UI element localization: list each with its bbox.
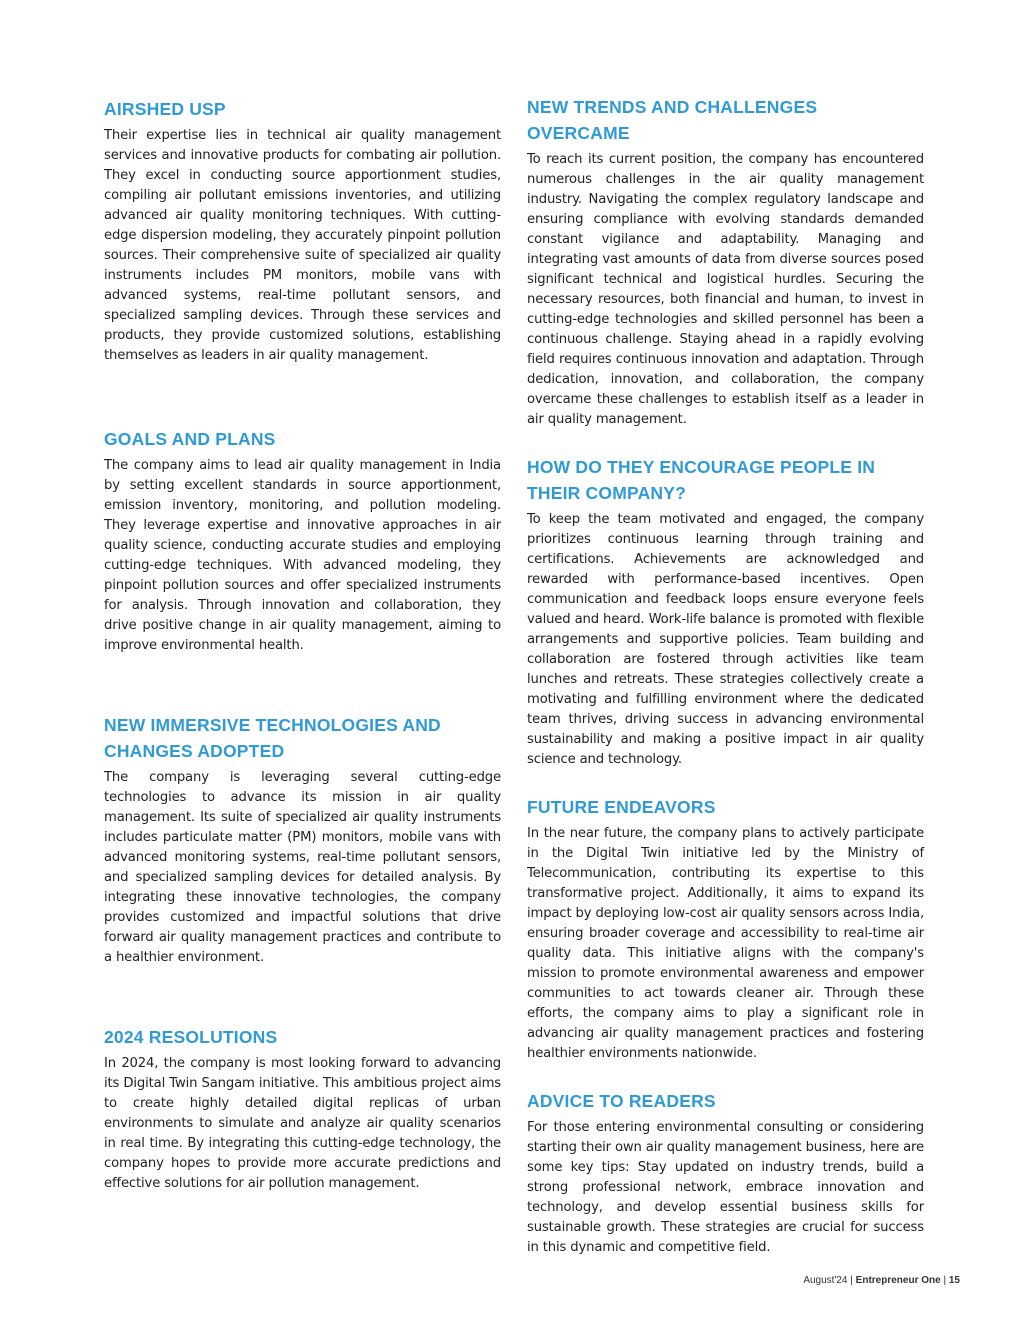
section-heading: FUTURE ENDEAVORS: [527, 797, 716, 817]
page-number: 15: [948, 1275, 960, 1286]
magazine-name: Entrepreneur One: [855, 1275, 941, 1286]
section-new-trends: [527, 94, 924, 430]
section-goals-and-plans: [104, 426, 501, 656]
section-heading: HOW DO THEY ENCOURAGE PEOPLE IN THEIR COMPANY?: [527, 457, 876, 503]
section-immersive-technologies: [104, 712, 501, 968]
section-heading: NEW IMMERSIVE TECHNOLOGIES AND CHANGES ADOPTED: [104, 715, 441, 761]
section-body: Their expertise lies in technical air quality management services and innovative products for combating air pollution. They excel in conducting source apportionment studies, compiling air pollutant emissions inventories, and utilizing advanced air quality monitoring techniques. With cutting-edge dispersion modeling, they accurately pinpoint pollution sources. Their comprehensive suite of specialized air quality instruments includes PM monitors, mobile vans with advanced systems, real-time pollutant sensors, and specialized sampling devices. Through these services and products, they provide customized solutions, establishing themselves as leaders in air quality management.: [104, 128, 501, 363]
page-footer: [803, 1275, 960, 1286]
section-body: In the near future, the company plans to actively participate in the Digital Twin initiative led by the Ministry of Telecommunication, contributing its expertise to this transformative project. Additionally, it aims to expand its impact by deploying low-cost air quality sensors across India, ensuring broader coverage and accessibility to real-time air quality data. This initiative aligns with the company's mission to promote environmental awareness and empower communities to act towards cleaner air. Through these efforts, the company aims to play a significant role in advancing air quality management practices and fostering healthier environments nationwide.: [527, 826, 924, 1061]
section-heading: AIRSHED USP: [104, 99, 226, 119]
section-advice-to-readers: [527, 1088, 924, 1258]
left-column: [104, 96, 501, 1194]
right-column: [527, 94, 924, 1258]
footer-separator: |: [943, 1275, 947, 1286]
issue-date: August'24: [803, 1275, 848, 1286]
section-heading: 2024 RESOLUTIONS: [104, 1027, 278, 1047]
section-2024-resolutions: [104, 1024, 501, 1194]
section-body: The company aims to lead air quality management in India by setting excellent standards in source apportionment, emission inventory, monitoring, and pollution modeling. They leverage expertise and innovative approaches in air quality science, conducting accurate studies and employing cutting-edge techniques. With advanced modeling, they pinpoint pollution sources and offer specialized instruments for analysis. Through innovation and collaboration, they drive positive change in air quality management, aiming to improve environmental health.: [104, 458, 501, 653]
section-body: In 2024, the company is most looking forward to advancing its Digital Twin Sangam initiative. This ambitious project aims to create highly detailed digital replicas of urban environments to simulate and analyze air quality scenarios in real time. By integrating this cutting-edge technology, the company hopes to provide more accurate predictions and effective solutions for air pollution management.: [104, 1056, 501, 1191]
section-heading: ADVICE TO READERS: [527, 1091, 716, 1111]
section-encourage-people: [527, 454, 924, 770]
footer-separator: |: [850, 1275, 853, 1286]
section-heading: NEW TRENDS AND CHALLENGES OVERCAME: [527, 97, 818, 143]
section-future-endeavors: [527, 794, 924, 1064]
section-airshed-usp: [104, 96, 501, 366]
section-body: The company is leveraging several cutting-edge technologies to advance its mission in air quality management. Its suite of specialized air quality instruments includes particulate matter (PM) monitors, mobile vans with advanced monitoring systems, real-time pollutant sensors, and specialized sampling devices for detailed analysis. By integrating these innovative technologies, the company provides customized and impactful solutions that drive forward air quality management practices and contribute to a healthier environment.: [104, 770, 501, 965]
section-heading: GOALS AND PLANS: [104, 429, 276, 449]
section-body: To keep the team motivated and engaged, the company prioritizes continuous learning through training and certifications. Achievements are acknowledged and rewarded with performance-based incentives. Open communication and feedback loops ensure everyone feels valued and heard. Work-life balance is promoted with flexible arrangements and supportive policies. Team building and collaboration are fostered through activities like team lunches and retreats. These strategies collectively create a motivating and fulfilling environment where the dedicated team thrives, driving success in advancing environmental sustainability and making a positive impact in air quality science and technology.: [527, 512, 924, 767]
section-body: For those entering environmental consulting or considering starting their own air quality management business, here are some key tips: Stay updated on industry trends, build a strong professional network, embrace innovation and technology, and develop essential business skills for sustainable growth. These strategies are crucial for success in this dynamic and competitive field.: [527, 1120, 924, 1255]
section-body: To reach its current position, the company has encountered numerous challenges in the air quality management industry. Navigating the complex regulatory landscape and ensuring compliance with evolving standards demanded constant vigilance and adaptability. Managing and integrating vast amounts of data from diverse sources posed significant technical and logistical hurdles. Securing the necessary resources, both financial and human, to invest in cutting-edge technologies and skilled personnel has been a continuous challenge. Staying ahead in a rapidly evolving field requires continuous innovation and adaptation. Through dedication, innovation, and collaboration, the company overcame these challenges to establish itself as a leader in air quality management.: [527, 152, 924, 427]
